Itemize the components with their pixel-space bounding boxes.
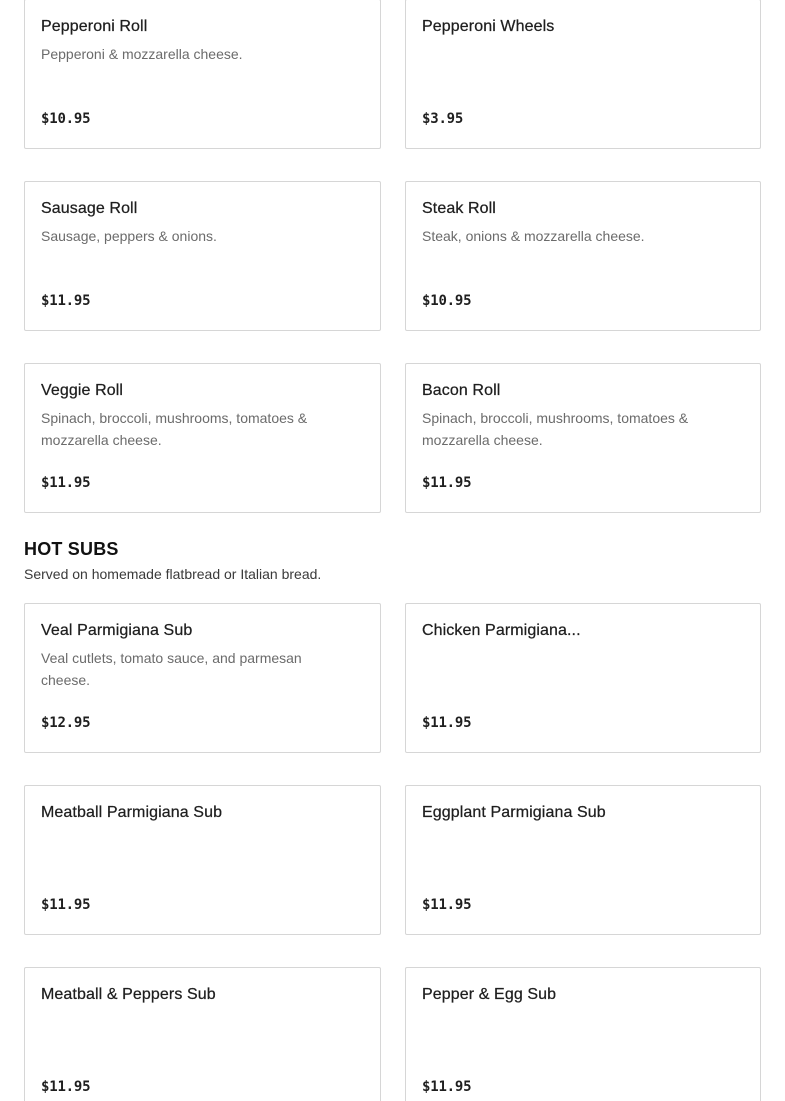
item-description: Pepperoni & mozzarella cheese. [41, 46, 243, 62]
item-description: Spinach, broccoli, mushrooms, tomatoes & mozzarella cheese. [41, 410, 308, 448]
item-price: $10.95 [422, 293, 472, 309]
item-name: Veggie Roll [41, 382, 124, 399]
item-price: $3.95 [422, 111, 464, 127]
item-price: $11.95 [422, 715, 472, 731]
item-description: Steak, onions & mozzarella cheese. [422, 228, 645, 244]
section-subtitle: Served on homemade flatbread or Italian bread. [24, 566, 322, 582]
menu-item-card[interactable] [24, 785, 381, 935]
item-name: Pepperoni Roll [41, 18, 148, 35]
menu-item-card[interactable] [24, 603, 381, 753]
item-price: $11.95 [422, 475, 472, 491]
item-name: Eggplant Parmigiana Sub [422, 804, 606, 821]
item-price: $11.95 [41, 475, 91, 491]
item-name: Pepper & Egg Sub [422, 986, 557, 1003]
item-price: $11.95 [41, 293, 91, 309]
rolls-menu-grid [24, 0, 761, 513]
item-name: Bacon Roll [422, 382, 501, 399]
menu-item-card[interactable] [24, 0, 381, 149]
item-name: Steak Roll [422, 200, 496, 217]
hot-subs-menu-grid [24, 603, 761, 1101]
item-name: Meatball Parmigiana Sub [41, 804, 223, 821]
menu-item-card[interactable] [405, 0, 761, 149]
menu-item-card[interactable] [405, 181, 761, 331]
item-description: Veal cutlets, tomato sauce, and parmesan cheese. [41, 650, 302, 688]
menu-item-card[interactable] [405, 967, 761, 1101]
menu-item-card[interactable] [405, 363, 761, 513]
item-price: $11.95 [41, 1079, 91, 1095]
item-price: $11.95 [422, 1079, 472, 1095]
item-name: Veal Parmigiana Sub [41, 622, 193, 639]
item-description: Sausage, peppers & onions. [41, 228, 217, 244]
item-price: $11.95 [422, 897, 472, 913]
section-title: HOT SUBS [24, 539, 119, 559]
menu-item-card[interactable] [24, 363, 381, 513]
item-name: Meatball & Peppers Sub [41, 986, 216, 1003]
item-price: $11.95 [41, 897, 91, 913]
menu-item-card[interactable] [405, 785, 761, 935]
menu-item-card[interactable] [24, 967, 381, 1101]
item-name: Sausage Roll [41, 200, 138, 217]
hot-subs-section-header [24, 538, 761, 583]
item-description: Spinach, broccoli, mushrooms, tomatoes & mozzarella cheese. [422, 410, 689, 448]
item-price: $10.95 [41, 111, 91, 127]
menu-item-card[interactable] [24, 181, 381, 331]
item-name: Chicken Parmigiana... [422, 622, 581, 639]
item-price: $12.95 [41, 715, 91, 731]
menu-item-card[interactable] [405, 603, 761, 753]
item-name: Pepperoni Wheels [422, 18, 555, 35]
